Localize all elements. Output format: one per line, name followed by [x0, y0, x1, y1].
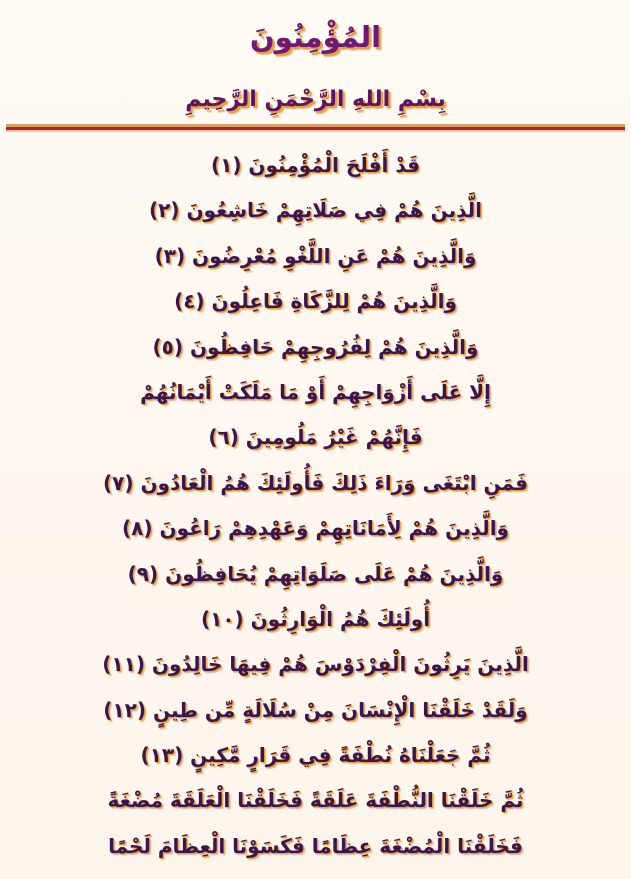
- verse-line: الَّذِينَ هُمْ فِي صَلَاتِهِمْ خَاشِعُونَ (٢): [148, 198, 483, 223]
- verse-line: إِلَّا عَلَى أَزْوَاجِهِمْ أَوْ مَا مَلَكَتْ أَيْمَانُهُمْ: [140, 379, 491, 404]
- decorative-divider: [6, 124, 625, 133]
- verse-line: وَالَّذِينَ هُمْ عَنِ اللَّغْوِ مُعْرِضُونَ (٣): [154, 243, 477, 268]
- verse-list: [0, 143, 631, 869]
- verse-line: فَمَنِ ابْتَغَى وَرَاءَ ذَلِكَ فَأُولَئِكَ هُمُ الْعَادُونَ (٧): [102, 470, 529, 495]
- verse-line: ثُمَّ خَلَقْنَا النُّطْفَةَ عَلَقَةً فَخَلَقْنَا الْعَلَقَةَ مُضْغَةً: [107, 788, 524, 813]
- verse-line: وَالَّذِينَ هُمْ عَلَى صَلَوَاتِهِمْ يُحَافِظُونَ (٩): [127, 561, 504, 586]
- verse-line: فَخَلَقْنَا الْمُضْغَةَ عِظَامًا فَكَسَوْنَا الْعِظَامَ لَحْمًا: [108, 833, 523, 858]
- verse-line: وَالَّذِينَ هُمْ لِأَمَانَاتِهِمْ وَعَهْدِهِمْ رَاعُونَ (٨): [122, 516, 509, 541]
- verse-line: ثُمَّ جَعَلْنَاهُ نُطْفَةً فِي قَرَارٍ مَّكِينٍ (١٣): [140, 743, 491, 768]
- verse-line: أُولَئِكَ هُمُ الْوَارِثُونَ (١٠): [200, 606, 431, 631]
- verse-line: وَلَقَدْ خَلَقْنَا الْإِنْسَانَ مِنْ سُلَالَةٍ مِّن طِينٍ (١٢): [103, 697, 528, 722]
- verse-line: فَإِنَّهُمْ غَيْرُ مَلُومِينَ (٦): [208, 425, 423, 450]
- verse-line: وَالَّذِينَ هُمْ لِلزَّكَاةِ فَاعِلُونَ (٤): [174, 289, 457, 314]
- surah-title: المُؤْمِنُونَ: [249, 20, 382, 54]
- basmala: بِسْمِ اللهِ الرَّحْمَنِ الرَّحِيمِ: [185, 87, 446, 112]
- verse-line: قَدْ أَفْلَحَ الْمُؤْمِنُونَ (١): [210, 153, 421, 177]
- verse-line: وَالَّذِينَ هُمْ لِفُرُوجِهِمْ حَافِظُونَ (٥): [152, 334, 479, 359]
- verse-line: الَّذِينَ يَرِثُونَ الْفِرْدَوْسَ هُمْ فِيهَا خَالِدُونَ (١١): [102, 652, 529, 677]
